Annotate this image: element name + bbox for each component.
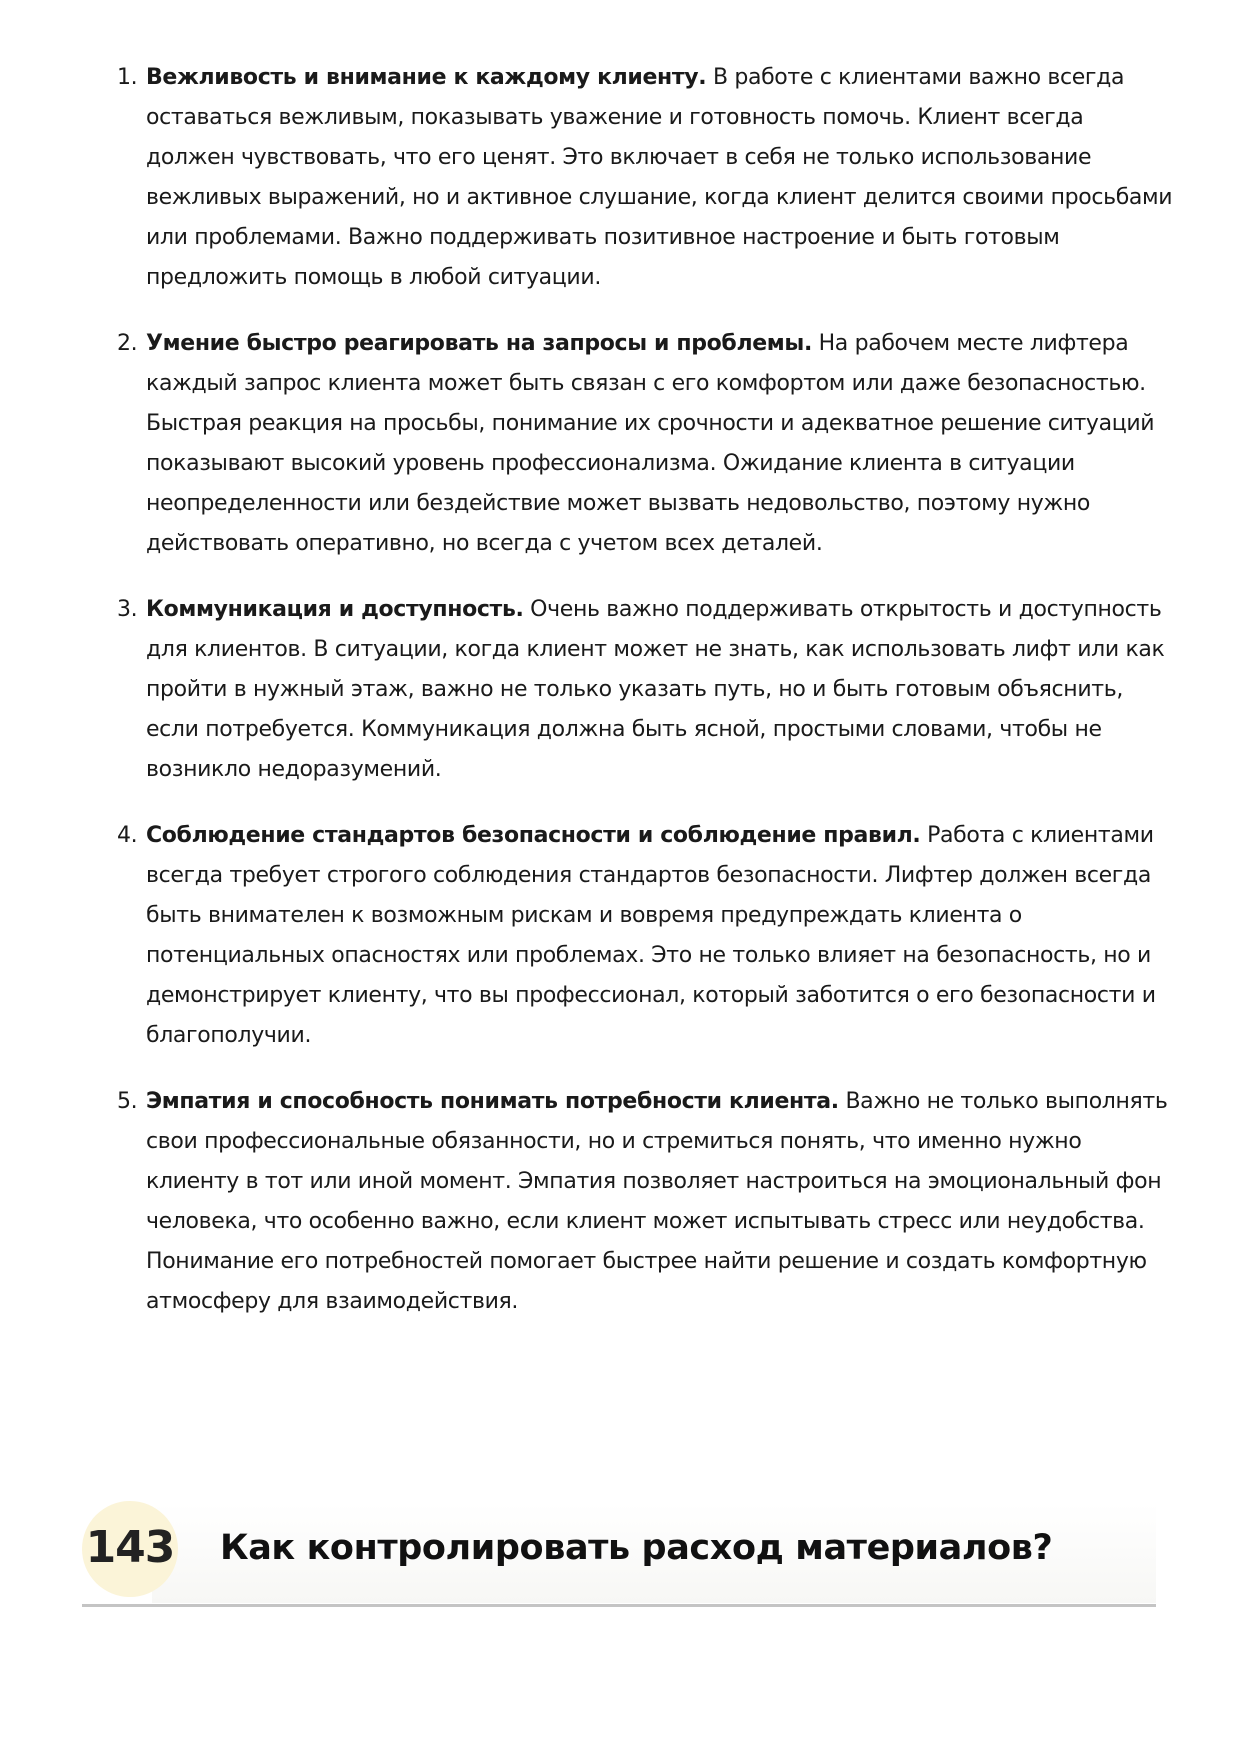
list-item	[116, 324, 1176, 564]
list-item	[116, 1082, 1176, 1322]
item-heading: Умение быстро реагировать на запросы и проблемы.	[146, 331, 812, 356]
list-item	[116, 590, 1176, 790]
item-number: 5.	[117, 1089, 138, 1114]
item-number: 4.	[117, 823, 138, 848]
item-body: Важно не только выполнять свои профессиональные обязанности, но и стремиться понять, что именно нужно клиенту в тот или иной момент. Эмпатия позволяет настроиться на эмоциональный фон человека, что особенно важно, если клиент может испытывать стресс или неудобства. Понимание его потребностей помогает быстрее найти решение и создать комфортную атмосферу для взаимодействия.	[146, 1089, 1168, 1314]
item-body: Работа с клиентами всегда требует строгого соблюдения стандартов безопасности. Лифтер должен всегда быть внимателен к возможным рискам и вовремя предупреждать клиента о потенциальных опасностях или проблемах. Это не только влияет на безопасность, но и демонстрирует клиенту, что вы профессионал, который заботится о его безопасности и благополучии.	[146, 823, 1156, 1048]
item-heading: Эмпатия и способность понимать потребности клиента.	[146, 1089, 839, 1114]
item-heading: Соблюдение стандартов безопасности и соблюдение правил.	[146, 823, 921, 848]
numbered-list	[116, 58, 1176, 1348]
section-heading	[82, 1495, 1156, 1607]
item-heading: Вежливость и внимание к каждому клиенту.	[146, 65, 707, 90]
item-body: В работе с клиентами важно всегда оставаться вежливым, показывать уважение и готовность помочь. Клиент всегда должен чувствовать, что его ценят. Это включает в себя не только использование вежливых выражений, но и активное слушание, когда клиент делится своими просьбами или проблемами. Важно поддерживать позитивное настроение и быть готовым предложить помощь в любой ситуации.	[146, 65, 1173, 290]
item-number: 3.	[117, 597, 138, 622]
section-number: 143	[85, 1522, 175, 1573]
item-number: 2.	[117, 331, 138, 356]
section-divider	[82, 1604, 1156, 1607]
section-title: Как контролировать расход материалов?	[220, 1528, 1053, 1568]
list-item	[116, 58, 1176, 298]
item-body: Очень важно поддерживать открытость и доступность для клиентов. В ситуации, когда клиент может не знать, как использовать лифт или как пройти в нужный этаж, важно не только указать путь, но и быть готовым объяснить, если потребуется. Коммуникация должна быть ясной, простыми словами, чтобы не возникло недоразумений.	[146, 597, 1165, 782]
item-heading: Коммуникация и доступность.	[146, 597, 524, 622]
list-item	[116, 816, 1176, 1056]
item-body: На рабочем месте лифтера каждый запрос клиента может быть связан с его комфортом или даже безопасностью. Быстрая реакция на просьбы, понимание их срочности и адекватное решение ситуаций показывают высокий уровень профессионализма. Ожидание клиента в ситуации неопределенности или бездействие может вызвать недовольство, поэтому нужно действовать оперативно, но всегда с учетом всех деталей.	[146, 331, 1155, 556]
item-number: 1.	[117, 65, 138, 90]
